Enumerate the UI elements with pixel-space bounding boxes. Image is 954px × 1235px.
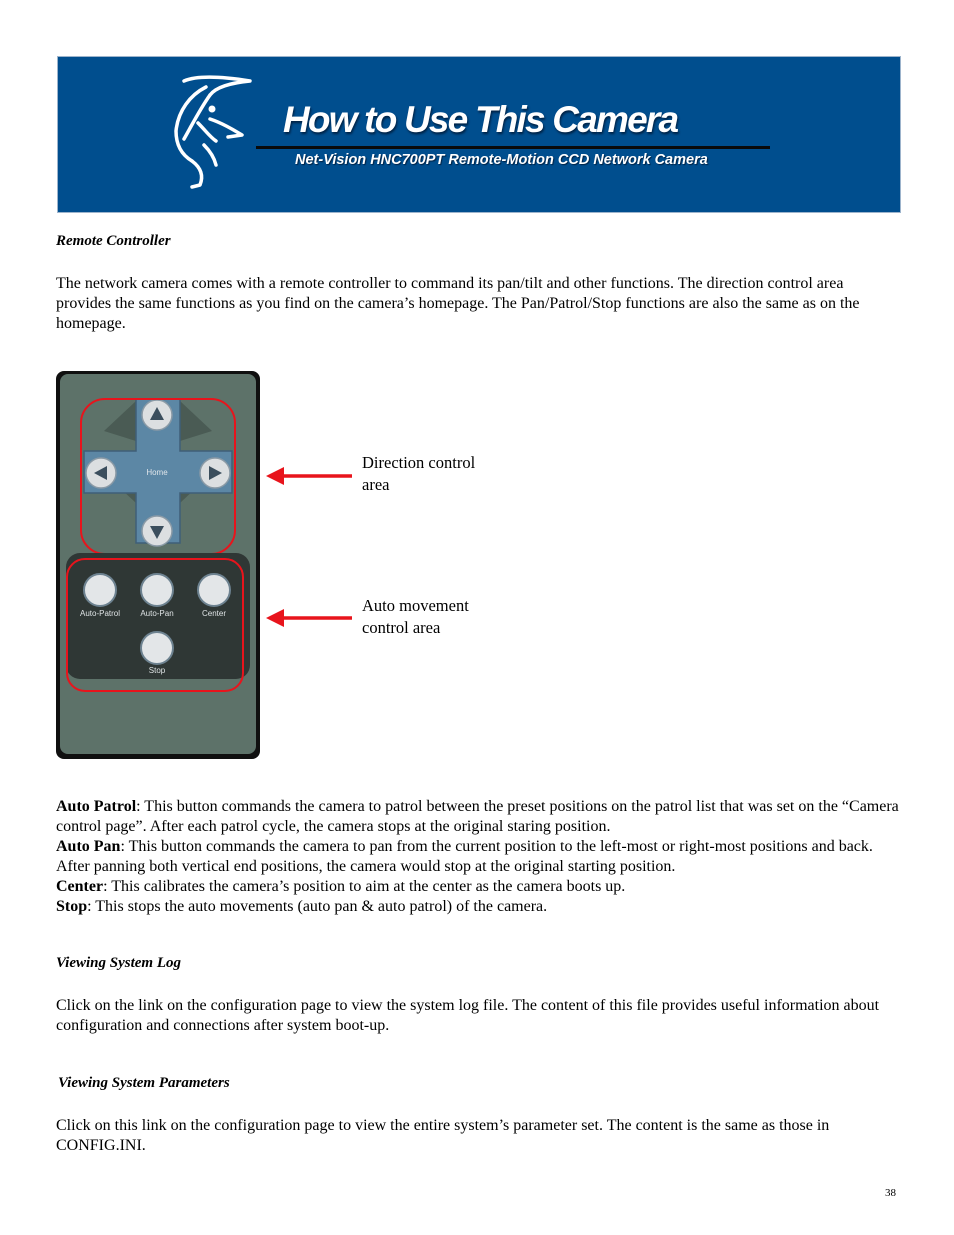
center-button xyxy=(198,574,230,618)
banner-title: How to Use This Camera xyxy=(283,99,678,140)
arrow-up-icon xyxy=(142,400,172,430)
arrow-right-icon xyxy=(200,458,230,488)
auto-callout-line1: Auto movement xyxy=(362,596,469,615)
definition-auto-patrol xyxy=(56,797,901,837)
definition-text: : This stops the auto movements (auto pan & auto patrol) of the camera. xyxy=(87,898,548,915)
definition-text: : This button commands the camera to pan from the current position to the left-most or right-most positions and back. After panning both vertical end positions, the camera would stop at the original starting position. xyxy=(56,838,873,875)
banner-subtitle: Net-Vision HNC700PT Remote-Motion CCD Network Camera xyxy=(295,152,708,168)
system-log-paragraph: Click on the link on the configuration page to view the system log file. The content of this file provides useful information about configuration and connections after system boot-up. xyxy=(56,997,880,1034)
home-label: Home xyxy=(146,468,168,477)
banner-divider xyxy=(256,146,770,149)
definition-term: Center xyxy=(56,878,104,895)
section-heading-remote-controller: Remote Controller xyxy=(56,233,171,249)
definition-term: Auto Patrol xyxy=(56,798,137,815)
definition-term: Auto Pan xyxy=(56,838,121,855)
eagle-head-icon xyxy=(170,75,270,191)
definition-stop xyxy=(56,897,901,917)
auto-callout-text xyxy=(362,595,469,638)
center-label: Center xyxy=(201,609,227,618)
section-heading-system-parameters: Viewing System Parameters xyxy=(58,1075,230,1091)
remote-controller-paragraph: The network camera comes with a remote controller to command its pan/tilt and other functions. The direction control area provides the same functions as you find on the camera’s homepage. The Pan/Patrol/Stop functions are also the same as on the homepage. xyxy=(56,275,860,332)
stop-label: Stop xyxy=(148,666,166,675)
auto-callout-line2: control area xyxy=(362,617,441,637)
button-definitions xyxy=(56,797,901,917)
header-banner xyxy=(57,56,901,213)
remote-controller-figure xyxy=(56,371,260,759)
direction-callout-arrow-icon xyxy=(264,464,354,488)
direction-callout-line2: area xyxy=(362,474,390,494)
system-parameters-paragraph: Click on this link on the configuration page to view the entire system’s parameter set. The content is the same as those in CONFIG.INI. xyxy=(56,1117,830,1154)
definition-text: : This button commands the camera to patrol between the preset positions on the patrol list that was set on the “Camera control page”. After each patrol cycle, the camera stops at the original staring position. xyxy=(56,798,899,835)
arrow-down-icon xyxy=(142,516,172,546)
auto-patrol-label: Auto-Patrol xyxy=(79,609,121,618)
auto-pan-button xyxy=(140,574,173,618)
definition-text: : This calibrates the camera’s position to aim at the center as the camera boots up. xyxy=(103,878,626,895)
definition-term: Stop xyxy=(56,898,88,915)
definition-auto-pan xyxy=(56,837,901,877)
section-heading-system-log: Viewing System Log xyxy=(56,955,182,971)
page-number: 38 xyxy=(885,1187,896,1199)
auto-pan-label: Auto-Pan xyxy=(140,609,174,618)
arrow-left-icon xyxy=(86,458,116,488)
auto-callout-arrow-icon xyxy=(264,606,354,630)
direction-callout-text xyxy=(362,452,475,495)
definition-center xyxy=(56,877,901,897)
direction-callout-line1: Direction control xyxy=(362,453,476,472)
